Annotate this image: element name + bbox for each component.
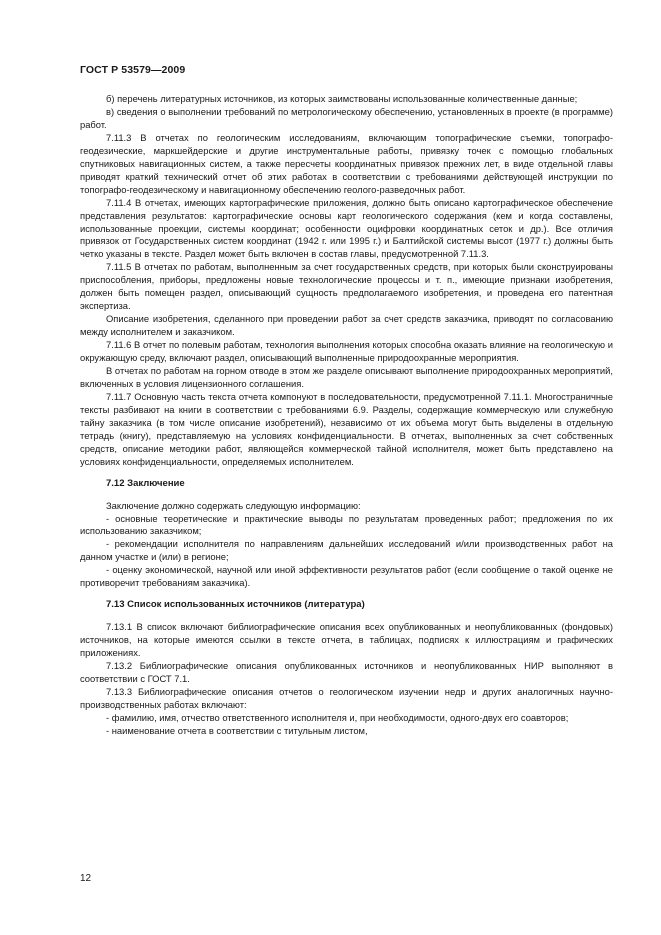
paragraph: 7.11.6 В отчет по полевым работам, технология выполнения которых способна оказать влияние на геологическую и окружающую среду, включают раздел, описывающий выполненные природоохранные мероприятия. [80,339,613,364]
list-item: - фамилию, имя, отчество ответственного исполнителя и, при необходимости, одного-двух его соавторов; [106,711,569,723]
list-item: - наименование отчета в соответствии с титульным листом, [106,724,368,736]
paragraph: Заключение должно содержать следующую информацию: [106,499,361,511]
paragraph: Описание изобретения, сделанного при проведении работ за счет средств заказчика, приводят по согласованию между исполнителем и заказчиком. [80,313,613,338]
document-code-header: ГОСТ Р 53579—2009 [80,64,186,76]
paragraph: 7.11.3 В отчетах по геологическим исследованиям, включающим топографические съемки, топографо-геодезические, маркшейдерские и другие инструментальные работы, привязку точек с помощью глобальных спутниковых навигационных систем, а также пересчеты координатных привязок прежних лет, в виде отдельной главы приводят краткий технический отчет об этих работах в соответствии с требованиями действующей инструкции по топографо-геодезическому и навигационному обеспечению геолого-разведочных работ. [80,131,613,195]
paragraph: 7.13.2 Библиографические описания опубликованных источников и неопубликованных НИР выполняют в соответствии с ГОСТ 7.1. [80,659,613,684]
paragraph: 7.11.7 Основную часть текста отчета компонуют в последовательности, предусмотренной 7.11.1. Многостраничные тексты разбивают на книги в соответствии с требованиями 6.9. Разделы, содержащие коммерческую или служебную тайну заказчика (в том числе описание изобретений), независимо от их объема могут быть выделены в отдельную тетрадь (книгу), представляемую на условиях конфиденциальности. В отчетах, выполненных за счет собственных средств, описание методики работ, являющейся коммерческой тайной исполнителя, может быть представлено на условиях конфиденциальности, определяемых исполнителем. [80,390,613,467]
paragraph: 7.11.5 В отчетах по работам, выполненным за счет государственных средств, при которых были сконструированы приспособления, приборы, предложены новые технологические процессы и т. п., имеющие признаки изобретения, должен быть помещен раздел, описывающий сущность предполагаемого изобретения, и проведена его патентная экспертиза. [80,261,613,312]
list-item: - основные теоретические и практические выводы по результатам проведенных работ; предложения по их использованию заказчиком; [80,512,613,537]
paragraph: 7.13.3 Библиографические описания отчетов о геологическом изучении недр и других аналогичных научно-производственных работах включают: [80,685,613,710]
page-number: 12 [80,873,92,884]
paragraph: В отчетах по работам на горном отводе в этом же разделе описывают выполнение природоохранных мероприятий, включенных в условия лицензионного соглашения. [80,365,613,389]
document-body [80,93,613,738]
paragraph: в) сведения о выполнении требований по метрологическому обеспечению, установленных в проекте (в программе) работ. [80,105,613,130]
list-item: - рекомендации исполнителя по направлениям дальнейших исследований и/или производственных работ на данном участке и (или) в регионе; [80,538,613,563]
paragraph: б) перечень литературных источников, из которых заимствованы использованные количественные данные; [106,93,578,104]
paragraph: 7.11.4 В отчетах, имеющих картографические приложения, должно быть описано картографическое обеспечение представления результатов: картографические основы карт геологического содержания (кем и когда составлены, использованные проекции, системы координат; особенности оцифровки координатных сеток и др.). Все отличия привязок от Государственных систем координат (1942 г. или 1995 г.) и Балтийской системы высот (1977 г.) должны быть четко указаны в тексте. Раздел может быть включен в состав главы, предусмотренной 7.11.3. [80,196,613,260]
list-item: - оценку экономической, научной или иной эффективности результатов работ (если сообщение о такой оценке не противоречит требованиям заказчика). [80,564,613,589]
section-heading-references: 7.13 Список использованных источников (литература) [106,599,365,611]
section-heading-conclusion: 7.12 Заключение [106,477,185,489]
paragraph: 7.13.1 В список включают библиографические описания всех опубликованных и неопубликованных (фондовых) источников, на которые имеются ссылки в тексте отчета, в таблицах, подписях к иллюстрациям и графических приложениях. [80,621,613,659]
